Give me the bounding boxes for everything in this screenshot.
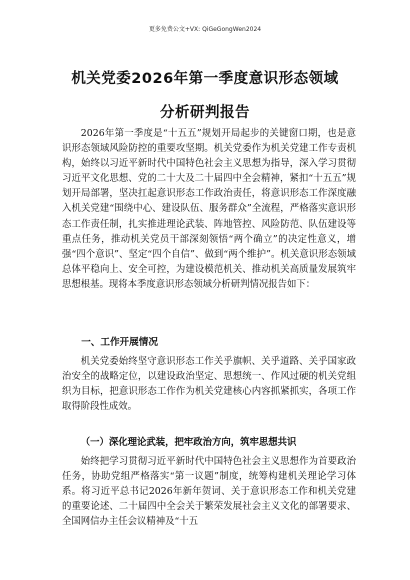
report-title-line-1: 机关党委2026年第一季度意识形态领域: [71, 71, 339, 87]
section-1-paragraph: 机关党委始终坚守意识形态工作关乎旗帜、关乎道路、关乎国家政治安全的战略定位，以建设政治坚定、思想统一、作风过硬的机关党组织为目标，把意识形态工作作为机关党建核心内容抓紧抓实，各项工作取得阶段性成效。: [62, 356, 356, 413]
subsection-1-paragraph: 始终把学习贯彻习近平新时代中国特色社会主义思想作为首要政治任务，协助党组严格落实“第一议题”制度，统筹构建机关理论学习体系。将习近平总书记2026年新年贺词、关于意识形态工作和机关党建的重要论述、二十届四中全会关于繁荣发展社会主义文化的部署要求、全国网信办主任会议精神及“十五: [62, 456, 356, 528]
section-1-body: [62, 354, 356, 414]
page-header: 更多免费公文+VX: QiGeGongWen2024: [148, 26, 262, 33]
subsection-1-heading: （一）深化理论武装，把牢政治方向，筑牢思想共识: [80, 437, 297, 448]
intro-paragraph: 2026年第一季度是“十五五”规划开局起步的关键窗口期，也是意识形态领域风险防控的重要攻坚期。机关党委作为机关党建工作专责机构，始终以习近平新时代中国特色社会主义思想为指导，深入学习贯彻习近平文化思想、党的二十大及二十届四中全会精神，紧扣“十五五”规划开局部署，坚决扛起意识形态工作政治责任，将意识形态工作深度融入机关党建“围绕中心、建设队伍、服务群众”全流程，严格落实意识形态工作责任制，扎实推进理论武装、阵地管控、风险防范、队伍建设等重点任务，推动机关党员干部深刻领悟“两个确立”的决定性意义，增强“四个意识”、坚定“四个自信”、做到“两个维护”。机关意识形态领域总体平稳向上、安全可控，为建设模范机关、推动机关高质量发展筑牢思想根基。现将本季度意识形态领域分析研判情况报告如下：: [62, 128, 356, 290]
subsection-1-body: [62, 454, 356, 529]
intro-section: [62, 126, 356, 292]
report-title-line-2: 分析研判报告: [160, 105, 250, 121]
section-1-heading: 一、工作开展情况: [81, 337, 158, 348]
